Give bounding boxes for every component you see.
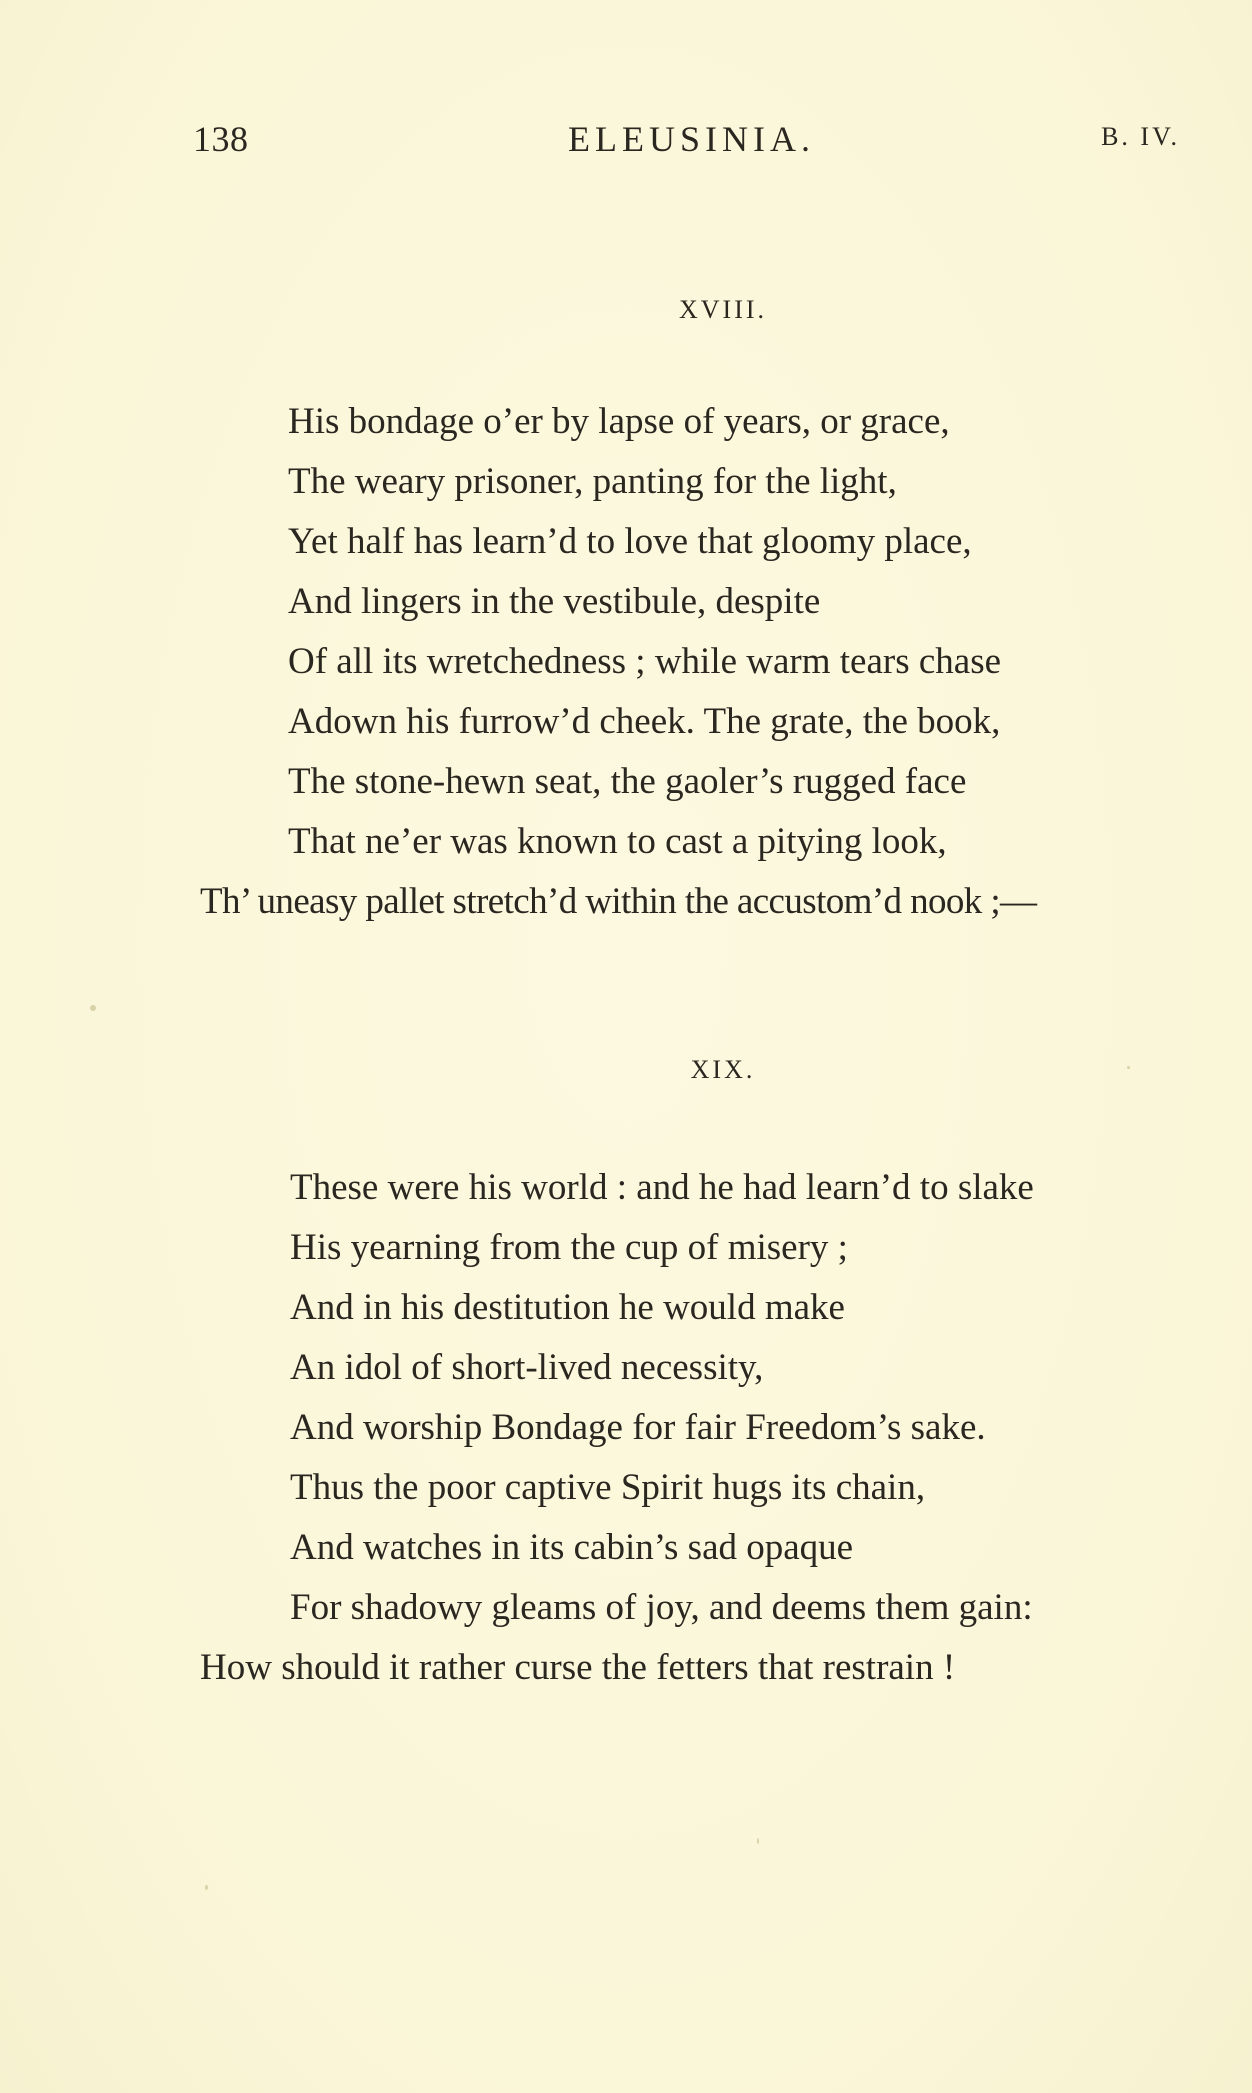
verse-line: That ne’er was known to cast a pitying look, (288, 821, 947, 862)
verse-line: And watches in its cabin’s sad opaque (290, 1527, 854, 1568)
running-head (193, 118, 1193, 168)
verse-line-alexandrine: Th’ uneasy pallet stretch’d within the accustom’d nook ;— (200, 881, 1037, 922)
verse-line: For shadowy gleams of joy, and deems them gain: (290, 1587, 1033, 1628)
paper-speck (205, 1885, 208, 1890)
verse-line: The weary prisoner, panting for the light, (288, 461, 897, 502)
stanza (0, 1158, 1252, 1698)
page-number: 138 (193, 119, 249, 159)
verse-line: And worship Bondage for fair Freedom’s sake. (290, 1407, 986, 1448)
paper-speck (757, 1838, 759, 1844)
verse-line: An idol of short-lived necessity, (290, 1347, 764, 1388)
verse-line: And in his destitution he would make (290, 1287, 845, 1328)
stanza (0, 392, 1252, 932)
verse-line: His yearning from the cup of misery ; (290, 1227, 848, 1268)
stanza-number: XIX. (690, 1055, 756, 1084)
verse-line: Adown his furrow’d cheek. The grate, the book, (288, 701, 1001, 742)
verse-line: Yet half has learn’d to love that gloomy place, (288, 521, 972, 562)
running-title: ELEUSINIA. (568, 119, 815, 159)
verse-line: The stone-hewn seat, the gaoler’s rugged face (288, 761, 967, 802)
paper-speck (1127, 1066, 1130, 1069)
verse-line: Of all its wretchedness ; while warm tears chase (288, 641, 1002, 682)
verse-line: Thus the poor captive Spirit hugs its chain, (290, 1467, 926, 1508)
verse-line: These were his world : and he had learn’d to slake (290, 1167, 1034, 1208)
stanza-number: XVIII. (678, 295, 768, 324)
paper-speck (90, 1005, 96, 1011)
verse-line-alexandrine: How should it rather curse the fetters that restrain ! (200, 1647, 956, 1688)
book-reference: B. IV. (1101, 122, 1180, 151)
verse-line: And lingers in the vestibule, despite (288, 581, 821, 622)
verse-line: His bondage o’er by lapse of years, or grace, (288, 401, 950, 442)
